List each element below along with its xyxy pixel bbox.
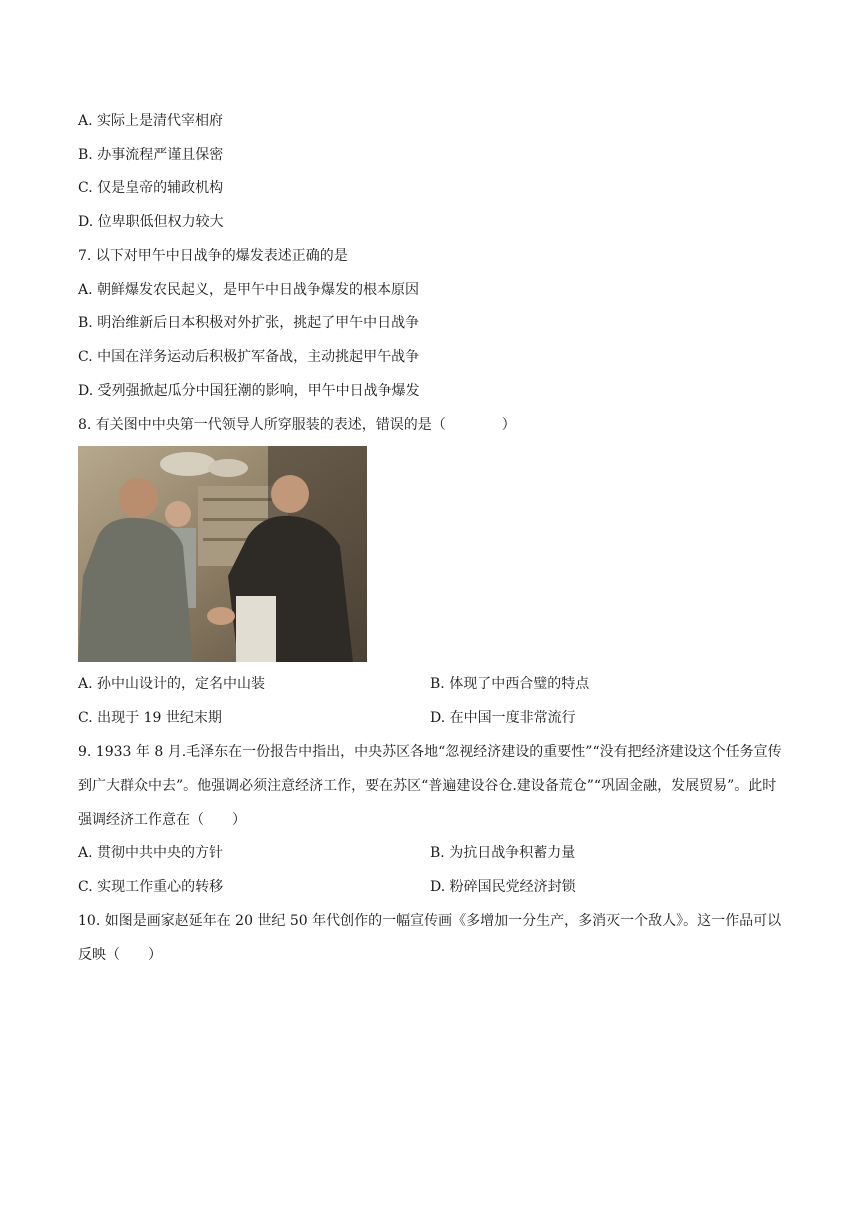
- q9-option-b: B. 为抗日战争积蓄力量: [430, 845, 576, 861]
- q7-option-a: A. 朝鲜爆发农民起义，是甲午中日战争爆发的根本原因: [78, 282, 420, 298]
- q6-option-c: C. 仅是皇帝的辅政机构: [78, 180, 224, 196]
- leaders-handshake-photo: [78, 446, 367, 662]
- q8-option-d: D. 在中国一度非常流行: [430, 710, 576, 726]
- q8-stem: 8. 有关图中中央第一代领导人所穿服装的表述，错误的是（ ）: [78, 417, 516, 433]
- q6-option-b: B. 办事流程严谨且保密: [78, 147, 224, 163]
- q8-option-b: B. 体现了中西合璧的特点: [430, 676, 590, 692]
- q6-option-a: A. 实际上是清代宰相府: [78, 113, 224, 129]
- q6-option-d: D. 位卑职低但权力较大: [78, 214, 224, 230]
- q10-stem: 10. 如图是画家赵延年在 20 世纪 50 年代创作的一幅宣传画《多增加一分生产，多消灭一个敌人》。这一作品可以反映（ ）: [78, 913, 782, 963]
- q7-option-b: B. 明治维新后日本积极对外扩张，挑起了甲午中日战争: [78, 315, 420, 331]
- q7-option-d: D. 受列强掀起瓜分中国狂潮的影响，甲午中日战争爆发: [78, 383, 420, 399]
- q8-option-c: C. 出现于 19 世纪末期: [78, 710, 222, 726]
- q9-option-c: C. 实现工作重心的转移: [78, 879, 224, 895]
- q9-option-d: D. 粉碎国民党经济封锁: [430, 879, 576, 895]
- q7-option-c: C. 中国在洋务运动后积极扩军备战，主动挑起甲午战争: [78, 349, 420, 365]
- q7-stem: 7. 以下对甲午中日战争的爆发表述正确的是: [78, 248, 348, 264]
- q9-option-a: A. 贯彻中共中央的方针: [78, 845, 224, 861]
- q8-option-a: A. 孙中山设计的，定名中山装: [78, 676, 266, 692]
- q9-stem: 9. 1933 年 8 月.毛泽东在一份报告中指出，中央苏区各地“忽视经济建设的重要性”“没有把经济建设这个任务宣传到广大群众中去”。他强调必须注意经济工作，要在苏区“普遍建设谷仓.建设备荒仓”“巩固金融，发展贸易”。此时强调经济工作意在（ ）: [78, 744, 782, 828]
